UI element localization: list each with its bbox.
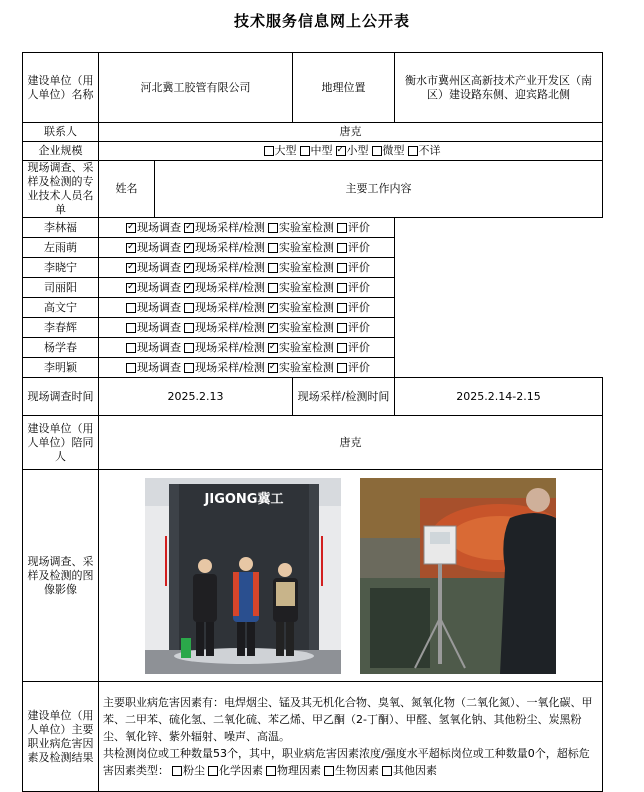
task-label: 现场采样/检测: [195, 240, 265, 254]
result-count-text: [103, 745, 598, 779]
scale-option-label: 微型: [382, 144, 405, 157]
scale-option[interactable]: [333, 144, 369, 157]
task-option[interactable]: [265, 261, 334, 274]
task-checkbox[interactable]: [337, 223, 347, 233]
factor-type-checkbox[interactable]: [172, 766, 182, 776]
task-option[interactable]: [334, 321, 370, 334]
images-cell: [99, 470, 603, 682]
task-option[interactable]: [334, 341, 370, 354]
scale-label: 企业规模: [23, 142, 99, 161]
staff-name: 杨学春: [23, 338, 99, 358]
task-label: 实验室检测: [278, 220, 334, 234]
task-checkbox[interactable]: [268, 323, 278, 333]
task-checkbox[interactable]: [126, 283, 136, 293]
staff-tasks: [99, 318, 395, 338]
task-checkbox[interactable]: [184, 243, 194, 253]
staff-row: [23, 338, 603, 358]
task-option[interactable]: [265, 301, 334, 314]
task-option[interactable]: [265, 361, 334, 374]
task-option[interactable]: [123, 261, 181, 274]
task-option[interactable]: [123, 301, 181, 314]
task-checkbox[interactable]: [337, 283, 347, 293]
task-checkbox[interactable]: [337, 363, 347, 373]
task-checkbox[interactable]: [126, 363, 136, 373]
result-label: 建设单位（用人单位）主要职业病危害因素及检测结果: [23, 682, 99, 792]
task-label: 实验室检测: [278, 300, 334, 314]
name-header: 姓名: [99, 161, 155, 218]
task-label: 实验室检测: [278, 260, 334, 274]
sampling-photo: [360, 478, 556, 674]
task-checkbox[interactable]: [268, 283, 278, 293]
staff-name: 司丽阳: [23, 278, 99, 298]
staff-tasks: [99, 298, 395, 318]
staff-name: 李晓宁: [23, 258, 99, 278]
unit-label: 建设单位（用人单位）名称: [23, 53, 99, 123]
task-label: 评价: [347, 340, 370, 354]
escort-label: 建设单位（用人单位）陪同人: [23, 416, 99, 470]
result-factors-text: 主要职业病危害因素有：电焊烟尘、锰及其无机化合物、臭氧、氮氧化物（二氧化氮）、一氧化碳、甲苯、二甲苯、硫化氢、二氧化硫、苯乙烯、甲乙酮（2-丁酮）、甲醛、氢氧化钠、其他粉尘、炭黑粉尘、氧化锌、紫外辐射、噪声、高温。: [103, 696, 593, 743]
sampling-time-value: 2025.2.14-2.15: [395, 378, 603, 416]
task-label: 现场采样/检测: [195, 300, 265, 314]
task-checkbox[interactable]: [184, 363, 194, 373]
task-label: 现场采样/检测: [195, 320, 265, 334]
scale-option-label: 小型: [346, 144, 369, 157]
scale-option[interactable]: [405, 144, 441, 157]
task-label: 现场调查: [137, 260, 182, 274]
task-checkbox[interactable]: [126, 223, 136, 233]
task-label: 现场采样/检测: [195, 220, 265, 234]
task-option[interactable]: [265, 281, 334, 294]
site-survey-photo: [145, 478, 341, 674]
task-checkbox[interactable]: [184, 323, 194, 333]
task-option[interactable]: [181, 241, 265, 254]
task-option[interactable]: [123, 281, 181, 294]
task-label: 实验室检测: [278, 320, 334, 334]
scale-checkbox[interactable]: [300, 146, 310, 156]
scale-checkbox[interactable]: [336, 146, 346, 156]
page-title: 技术服务信息网上公开表: [233, 12, 410, 30]
scale-checkbox[interactable]: [264, 146, 274, 156]
location-value: 衡水市冀州区高新技术产业开发区（南区）建设路东侧、迎宾路北侧: [395, 53, 603, 123]
task-option[interactable]: [181, 361, 265, 374]
task-checkbox[interactable]: [184, 263, 194, 273]
task-checkbox[interactable]: [268, 363, 278, 373]
staff-row: [23, 298, 603, 318]
contact-label: 联系人: [23, 123, 99, 142]
factor-type-checkbox[interactable]: [266, 766, 276, 776]
factor-type-label: 粉尘: [183, 764, 205, 777]
task-checkbox[interactable]: [126, 263, 136, 273]
scale-option-label: 大型: [274, 144, 297, 157]
result-count-line: 共检测岗位或工种数量53个，其中，职业病危害因素浓度/强度水平超标岗位或工种数量0个，超标危害因素类型：: [103, 747, 590, 777]
staff-tasks: [99, 278, 395, 298]
staff-row: [23, 258, 603, 278]
task-label: 评价: [347, 300, 370, 314]
task-label: 实验室检测: [278, 280, 334, 294]
task-checkbox[interactable]: [126, 323, 136, 333]
task-checkbox[interactable]: [268, 343, 278, 353]
task-option[interactable]: [334, 361, 370, 374]
scale-checkbox[interactable]: [408, 146, 418, 156]
contact-value: 唐克: [99, 123, 603, 142]
staff-tasks: [99, 358, 395, 378]
task-checkbox[interactable]: [268, 263, 278, 273]
staff-row: [23, 318, 603, 338]
task-option[interactable]: [334, 281, 370, 294]
factor-type-checkbox[interactable]: [382, 766, 392, 776]
survey-time-value: 2025.2.13: [99, 378, 293, 416]
factor-type-option[interactable]: [205, 764, 263, 777]
task-label: 评价: [347, 360, 370, 374]
survey-time-label: 现场调查时间: [23, 378, 99, 416]
task-option[interactable]: [265, 221, 334, 234]
task-checkbox[interactable]: [268, 303, 278, 313]
factor-type-label: 生物因素: [335, 764, 379, 777]
task-label: 实验室检测: [278, 240, 334, 254]
task-option[interactable]: [123, 321, 181, 334]
task-label: 现场调查: [137, 220, 182, 234]
task-label: 评价: [347, 320, 370, 334]
staff-label: 现场调查、采样及检测的专业技术人员名单: [23, 161, 99, 218]
task-checkbox[interactable]: [268, 243, 278, 253]
staff-tasks: [99, 218, 395, 238]
unit-name: 河北冀工胶管有限公司: [99, 53, 293, 123]
location-label: 地理位置: [293, 53, 395, 123]
task-checkbox[interactable]: [337, 263, 347, 273]
task-option[interactable]: [181, 261, 265, 274]
task-option[interactable]: [334, 221, 370, 234]
task-option[interactable]: [265, 341, 334, 354]
task-label: 现场调查: [137, 280, 182, 294]
factor-type-label: 物理因素: [277, 764, 321, 777]
task-label: 现场调查: [137, 240, 182, 254]
factor-type-option[interactable]: [379, 764, 437, 777]
task-option[interactable]: [181, 321, 265, 334]
staff-tasks: [99, 238, 395, 258]
staff-row: [23, 218, 603, 238]
task-label: 实验室检测: [278, 360, 334, 374]
staff-row: [23, 278, 603, 298]
task-option[interactable]: [181, 301, 265, 314]
task-checkbox[interactable]: [337, 343, 347, 353]
task-label: 实验室检测: [278, 340, 334, 354]
staff-row: [23, 238, 603, 258]
task-option[interactable]: [123, 241, 181, 254]
factor-type-option[interactable]: [263, 764, 321, 777]
task-checkbox[interactable]: [268, 223, 278, 233]
scale-option-label: 不详: [418, 144, 441, 157]
staff-name: 李林福: [23, 218, 99, 238]
scale-option-label: 中型: [310, 144, 333, 157]
scale-option[interactable]: [297, 144, 333, 157]
factor-type-label: 化学因素: [219, 764, 263, 777]
staff-name: 李明颖: [23, 358, 99, 378]
task-label: 现场调查: [137, 340, 182, 354]
task-checkbox[interactable]: [184, 343, 194, 353]
staff-row: [23, 358, 603, 378]
factor-type-checkbox[interactable]: [208, 766, 218, 776]
staff-name: 左雨萌: [23, 238, 99, 258]
staff-name: 高文宁: [23, 298, 99, 318]
task-label: 评价: [347, 260, 370, 274]
task-option[interactable]: [123, 221, 181, 234]
info-table: [22, 52, 603, 792]
task-label: 现场调查: [137, 320, 182, 334]
task-option[interactable]: [265, 241, 334, 254]
task-checkbox[interactable]: [184, 303, 194, 313]
scale-option[interactable]: [369, 144, 405, 157]
factor-type-options: [169, 764, 437, 777]
task-checkbox[interactable]: [337, 243, 347, 253]
task-option[interactable]: [181, 341, 265, 354]
task-label: 现场采样/检测: [195, 260, 265, 274]
escort-value: 唐克: [99, 416, 603, 470]
task-option[interactable]: [334, 241, 370, 254]
task-checkbox[interactable]: [184, 283, 194, 293]
factor-type-checkbox[interactable]: [324, 766, 334, 776]
factor-type-option[interactable]: [321, 764, 379, 777]
task-option[interactable]: [123, 341, 181, 354]
task-checkbox[interactable]: [184, 223, 194, 233]
task-option[interactable]: [334, 261, 370, 274]
task-checkbox[interactable]: [337, 323, 347, 333]
factor-type-label: 其他因素: [393, 764, 437, 777]
task-label: 评价: [347, 220, 370, 234]
task-checkbox[interactable]: [337, 303, 347, 313]
task-option[interactable]: [181, 281, 265, 294]
task-label: 现场采样/检测: [195, 360, 265, 374]
task-option[interactable]: [181, 221, 265, 234]
task-label: 评价: [347, 240, 370, 254]
sampling-time-label: 现场采样/检测时间: [293, 378, 395, 416]
task-label: 评价: [347, 280, 370, 294]
scale-options: [99, 142, 603, 161]
result-cell: [99, 682, 603, 792]
task-checkbox[interactable]: [126, 343, 136, 353]
work-header: 主要工作内容: [155, 161, 603, 218]
task-label: 现场调查: [137, 300, 182, 314]
task-option[interactable]: [123, 361, 181, 374]
staff-tasks: [99, 258, 395, 278]
logo-text: JIGONG冀工: [204, 491, 284, 507]
task-checkbox[interactable]: [126, 243, 136, 253]
task-label: 现场采样/检测: [195, 340, 265, 354]
task-checkbox[interactable]: [126, 303, 136, 313]
task-label: 现场调查: [137, 360, 182, 374]
staff-tasks: [99, 338, 395, 358]
task-label: 现场采样/检测: [195, 280, 265, 294]
staff-name: 李春辉: [23, 318, 99, 338]
images-label: 现场调查、采样及检测的图像影像: [23, 470, 99, 682]
task-option[interactable]: [334, 301, 370, 314]
scale-checkbox[interactable]: [372, 146, 382, 156]
factor-type-option[interactable]: [169, 764, 205, 777]
task-option[interactable]: [265, 321, 334, 334]
scale-option[interactable]: [261, 144, 297, 157]
